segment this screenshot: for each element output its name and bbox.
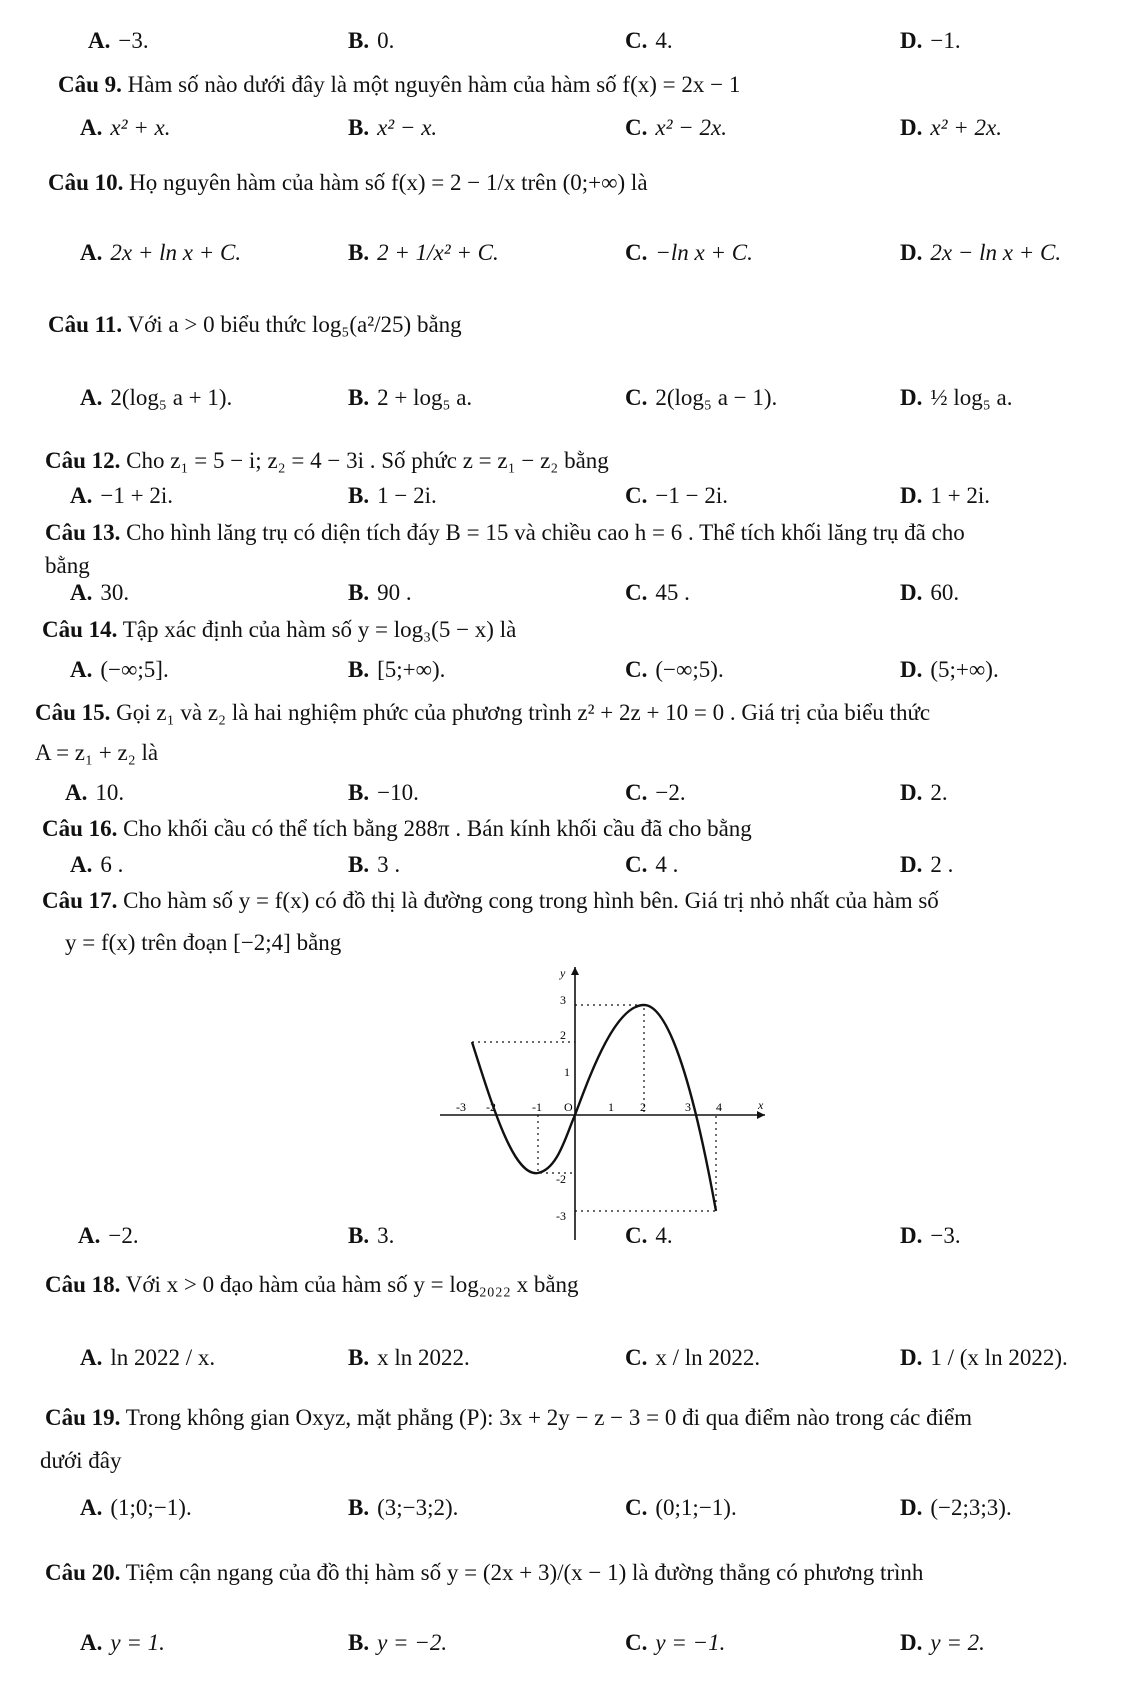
q12-options xyxy=(0,483,1125,515)
x-tick-1: 1 xyxy=(608,1100,614,1114)
q11-option-b[interactable]: B. 2 + log₅ a. xyxy=(348,385,473,410)
q13-stem: Câu 13. Cho hình lăng trụ có diện tích đáy B = 15 và chiều cao h = 6 . Thể tích khối lăng trụ đã cho xyxy=(45,520,965,545)
q15-stem-cont: A = z₁ + z₂ là xyxy=(35,740,159,765)
q19-options xyxy=(0,1495,1125,1527)
q15-option-a[interactable]: A. 10. xyxy=(65,780,125,805)
q14-options xyxy=(0,657,1125,689)
x-tick-neg1: -1 xyxy=(532,1100,542,1114)
q8-option-a[interactable]: A. −3. xyxy=(88,28,149,53)
x-tick-neg3: -3 xyxy=(456,1100,466,1114)
q20-option-c[interactable]: C. y = −1. xyxy=(625,1630,726,1655)
q8-option-d[interactable]: D. −1. xyxy=(900,28,961,53)
q17-options xyxy=(0,1223,1125,1255)
q9-stem: Câu 9. Hàm số nào dưới đây là một nguyên hàm của hàm số f(x) = 2x − 1 xyxy=(58,72,741,97)
q11-option-c[interactable]: C. 2(log₅ a − 1). xyxy=(625,385,778,410)
q17-option-b[interactable]: B. 3. xyxy=(348,1223,395,1248)
y-tick-neg3: -3 xyxy=(556,1209,566,1223)
q12-option-d[interactable]: D. 1 + 2i. xyxy=(900,483,990,508)
q10-stem: Câu 10. Họ nguyên hàm của hàm số f(x) = 2 − 1/x trên (0;+∞) là xyxy=(48,170,648,195)
x-tick-2: 2 xyxy=(640,1100,646,1114)
q15-option-c[interactable]: C. −2. xyxy=(625,780,686,805)
q9-option-d[interactable]: D. x² + 2x. xyxy=(900,115,1002,140)
y-tick-1: 1 xyxy=(564,1065,570,1079)
q13-options xyxy=(0,580,1125,612)
q18-option-a[interactable]: A. ln 2022 / x. xyxy=(80,1345,216,1370)
q9-option-a[interactable]: A. x² + x. xyxy=(80,115,171,140)
q19-option-c[interactable]: C. (0;1;−1). xyxy=(625,1495,737,1520)
q10-option-c[interactable]: C. −ln x + C. xyxy=(625,240,753,265)
origin-label: O xyxy=(564,1100,573,1114)
q16-option-c[interactable]: C. 4 . xyxy=(625,852,679,877)
q19-option-d[interactable]: D. (−2;3;3). xyxy=(900,1495,1012,1520)
q11-options xyxy=(0,385,1125,417)
q15-options xyxy=(0,780,1125,812)
q14-stem: Câu 14. Tập xác định của hàm số y = log₃(5 − x) là xyxy=(42,617,517,642)
q10-options xyxy=(0,240,1125,272)
q12-option-c[interactable]: C. −1 − 2i. xyxy=(625,483,728,508)
q20-option-d[interactable]: D. y = 2. xyxy=(900,1630,985,1655)
q19-stem: Câu 19. Trong không gian Oxyz, mặt phẳng (P): 3x + 2y − z − 3 = 0 đi qua điểm nào trong các điểm xyxy=(45,1405,973,1430)
q13-stem-cont: bằng xyxy=(45,553,90,578)
q12-option-a[interactable]: A. −1 + 2i. xyxy=(70,483,173,508)
q13-option-b[interactable]: B. 90 . xyxy=(348,580,412,605)
q9-option-c[interactable]: C. x² − 2x. xyxy=(625,115,727,140)
q13-option-a[interactable]: A. 30. xyxy=(70,580,130,605)
q19-option-a[interactable]: A. (1;0;−1). xyxy=(80,1495,192,1520)
q8-options xyxy=(0,28,1125,60)
q12-stem: Câu 12. Cho z₁ = 5 − i; z₂ = 4 − 3i . Số phức z = z₁ − z₂ bằng xyxy=(45,448,609,473)
q19-option-b[interactable]: B. (3;−3;2). xyxy=(348,1495,459,1520)
q16-options xyxy=(0,852,1125,884)
q18-option-c[interactable]: C. x / ln 2022. xyxy=(625,1345,761,1370)
q17-option-a[interactable]: A. −2. xyxy=(78,1223,139,1248)
guide-max xyxy=(575,1005,644,1115)
q14-option-c[interactable]: C. (−∞;5). xyxy=(625,657,724,682)
x-axis-arrow xyxy=(757,1111,765,1119)
q17-option-c[interactable]: C. 4. xyxy=(625,1223,673,1248)
q19-stem-cont: dưới đây xyxy=(40,1448,122,1473)
guide-end xyxy=(575,1115,716,1211)
q9-options xyxy=(0,115,1125,147)
q14-option-d[interactable]: D. (5;+∞). xyxy=(900,657,999,682)
q16-option-b[interactable]: B. 3 . xyxy=(348,852,401,877)
x-axis-label: x xyxy=(758,1098,764,1112)
y-tick-2: 2 xyxy=(560,1028,566,1042)
q20-option-a[interactable]: A. y = 1. xyxy=(80,1630,165,1655)
q16-stem: Câu 16. Cho khối cầu có thể tích bằng 288π . Bán kính khối cầu đã cho bằng xyxy=(42,816,752,841)
x-tick-3: 3 xyxy=(685,1100,691,1114)
q20-stem: Câu 20. Tiệm cận ngang của đồ thị hàm số y = (2x + 3)/(x − 1) là đường thẳng có phương trình xyxy=(45,1560,924,1585)
q14-option-b[interactable]: B. [5;+∞). xyxy=(348,657,446,682)
q8-option-b[interactable]: B. 0. xyxy=(348,28,395,53)
q15-option-b[interactable]: B. −10. xyxy=(348,780,419,805)
q9-option-b[interactable]: B. x² − x. xyxy=(348,115,438,140)
q11-option-d[interactable]: D. ½ log₅ a. xyxy=(900,385,1013,410)
q10-option-b[interactable]: B. 2 + 1/x² + C. xyxy=(348,240,499,265)
q17-stem: Câu 17. Cho hàm số y = f(x) có đồ thị là đường cong trong hình bên. Giá trị nhỏ nhất của hàm số xyxy=(42,888,939,913)
q18-stem: Câu 18. Với x > 0 đạo hàm của hàm số y = log₂₀₂₂ x bằng xyxy=(45,1272,579,1297)
q17-stem-cont: y = f(x) trên đoạn [−2;4] bằng xyxy=(65,930,342,955)
q18-option-b[interactable]: B. x ln 2022. xyxy=(348,1345,470,1370)
q15-option-d[interactable]: D. 2. xyxy=(900,780,948,805)
y-axis-arrow xyxy=(571,967,579,975)
q11-option-a[interactable]: A. 2(log₅ a + 1). xyxy=(80,385,233,410)
x-tick-neg2: -2 xyxy=(486,1100,496,1114)
q17-graph xyxy=(440,965,770,1245)
q14-option-a[interactable]: A. (−∞;5]. xyxy=(70,657,169,682)
q18-options xyxy=(0,1345,1125,1377)
q17-option-d[interactable]: D. −3. xyxy=(900,1223,961,1248)
function-curve xyxy=(472,1005,716,1211)
q13-option-d[interactable]: D. 60. xyxy=(900,580,960,605)
x-tick-4: 4 xyxy=(716,1100,722,1114)
q10-option-d[interactable]: D. 2x − ln x + C. xyxy=(900,240,1062,265)
q10-option-a[interactable]: A. 2x + ln x + C. xyxy=(80,240,242,265)
guide-min xyxy=(538,1115,575,1173)
q20-option-b[interactable]: B. y = −2. xyxy=(348,1630,448,1655)
q15-stem: Câu 15. Gọi z₁ và z₂ là hai nghiệm phức của phương trình z² + 2z + 10 = 0 . Giá trị của biểu thức xyxy=(35,700,931,725)
y-tick-3: 3 xyxy=(560,993,566,1007)
y-tick-neg2: -2 xyxy=(556,1172,566,1186)
q8-option-c[interactable]: C. 4. xyxy=(625,28,673,53)
q20-options xyxy=(0,1630,1125,1662)
q18-option-d[interactable]: D. 1 / (x ln 2022). xyxy=(900,1345,1068,1370)
q13-option-c[interactable]: C. 45 . xyxy=(625,580,690,605)
y-axis-label: y xyxy=(560,966,566,980)
q11-stem: Câu 11. Với a > 0 biểu thức log₅(a²/25) bằng xyxy=(48,312,462,337)
q16-option-a[interactable]: A. 6 . xyxy=(70,852,124,877)
q16-option-d[interactable]: D. 2 . xyxy=(900,852,954,877)
q12-option-b[interactable]: B. 1 − 2i. xyxy=(348,483,437,508)
